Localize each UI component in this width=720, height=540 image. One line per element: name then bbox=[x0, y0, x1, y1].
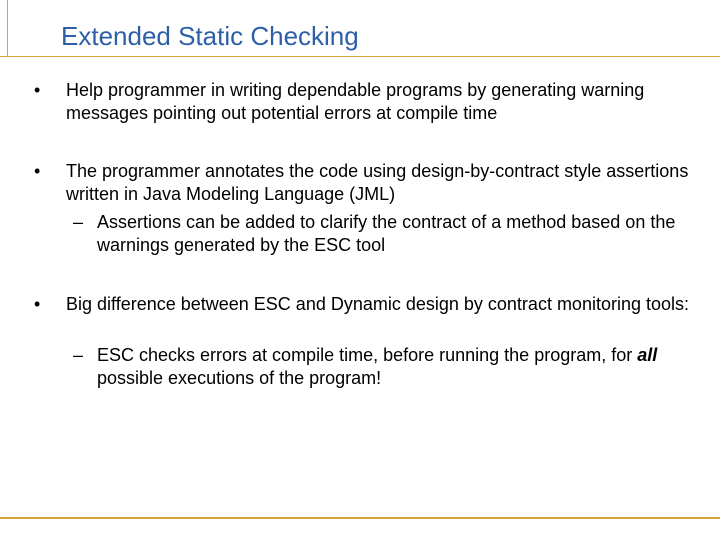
sub-bullet-text-after: possible executions of the program! bbox=[97, 368, 382, 388]
sub-bullet-marker: – bbox=[73, 345, 84, 365]
sub-bullet-marker: – bbox=[73, 212, 84, 232]
sub-bullet-text: Assertions can be added to clarify the contract of a method based on the warnings generated by the ESC tool bbox=[97, 212, 676, 255]
sub-bullet-text-before: ESC checks errors at compile time, before running the program, for bbox=[97, 345, 638, 365]
emphasis-text: all bbox=[637, 345, 658, 365]
bullet-marker: • bbox=[34, 294, 41, 314]
bottom-rule bbox=[0, 517, 720, 519]
slide-title: Extended Static Checking bbox=[61, 21, 359, 51]
title-rule-vertical bbox=[7, 0, 8, 56]
title-rule-horizontal bbox=[0, 56, 720, 57]
bullet-marker: • bbox=[34, 80, 41, 100]
bullet-text: Help programmer in writing dependable programs by generating warning messages pointing out potential errors at compile time bbox=[66, 80, 645, 123]
bullet-text: The programmer annotates the code using design-by-contract style assertions written in Java Modeling Language (JML) bbox=[66, 161, 689, 204]
sub-bullet-text bbox=[97, 344, 697, 390]
bullet-marker: • bbox=[34, 161, 41, 181]
bullet-text: Big difference between ESC and Dynamic design by contract monitoring tools: bbox=[66, 294, 690, 314]
